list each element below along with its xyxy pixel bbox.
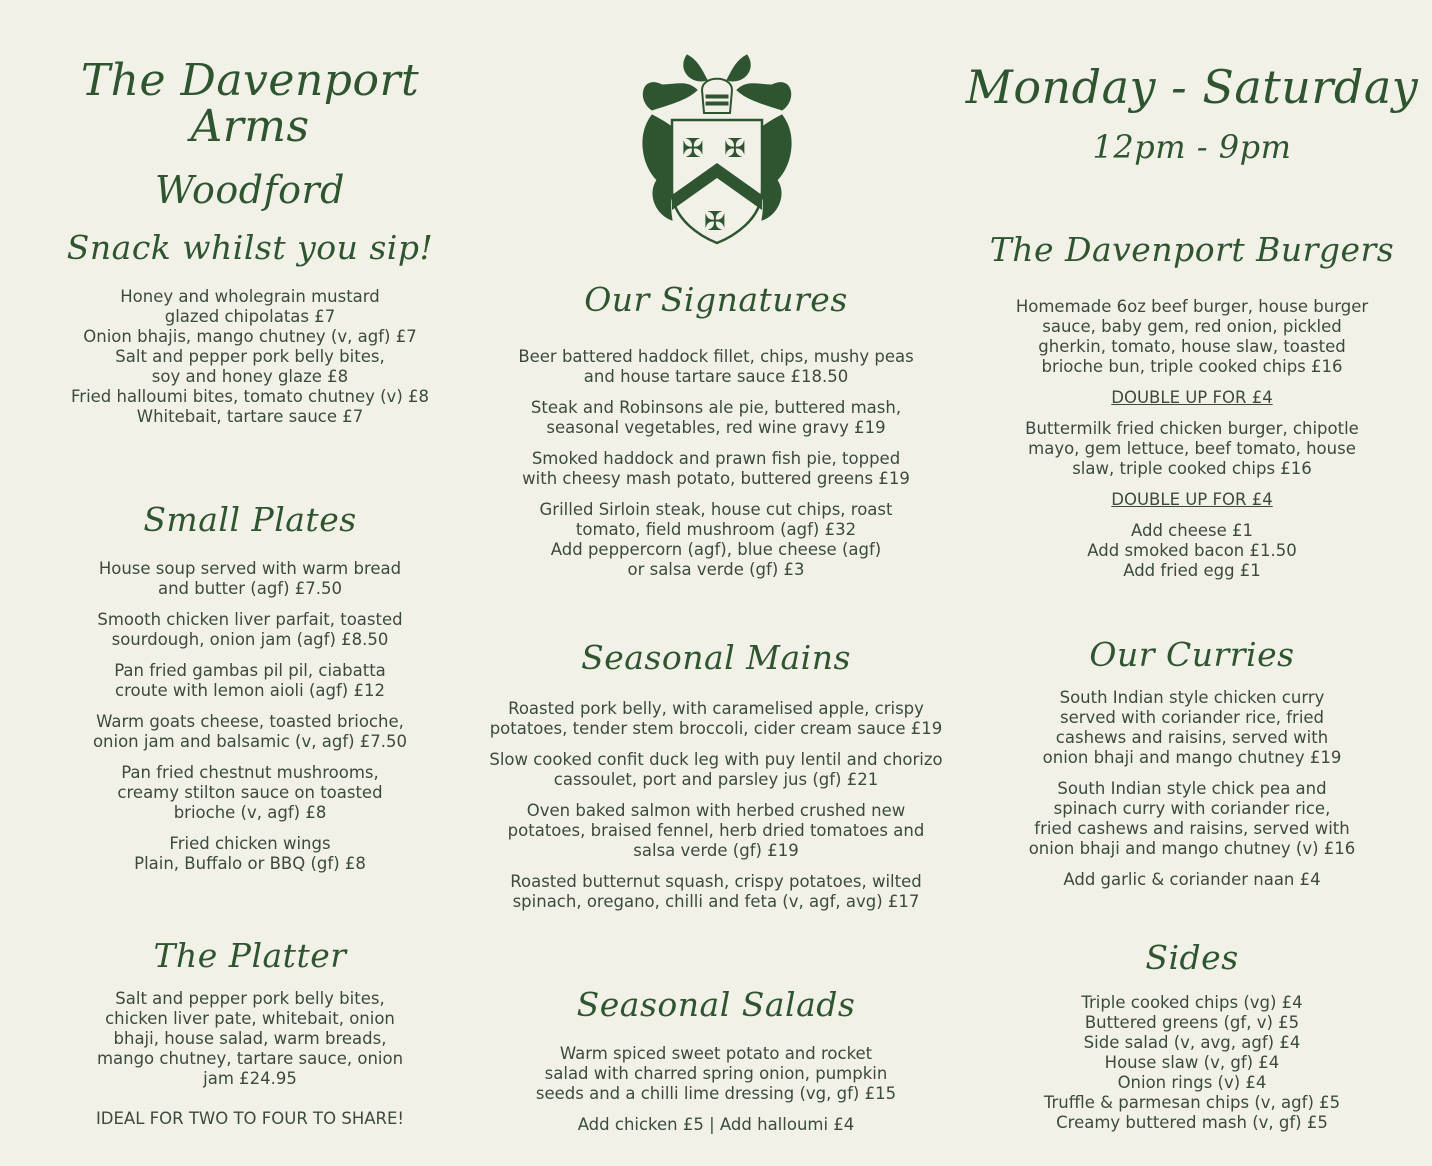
menu-line: Warm spiced sweet potato and rocket <box>559 1044 873 1063</box>
menu-item <box>962 779 1422 859</box>
menu-item <box>486 1044 946 1104</box>
venue-location: Woodford <box>155 168 345 213</box>
menu-line: chicken liver pate, whitebait, onion <box>105 1009 395 1028</box>
menu-item <box>20 834 480 874</box>
menu-item <box>962 870 1422 890</box>
menu-line: slaw, triple cooked chips £16 <box>1072 459 1312 478</box>
menu-item <box>486 801 946 861</box>
salads-heading: Seasonal Salads <box>576 985 856 1024</box>
menu-line: Oven baked salmon with herbed crushed new <box>526 801 906 820</box>
menu-item <box>486 872 946 912</box>
opening-days: Monday - Saturday <box>965 60 1419 114</box>
menu-line: seasonal vegetables, red wine gravy £19 <box>546 418 886 437</box>
menu-line: and butter (agf) £7.50 <box>157 579 343 598</box>
menu-line: Roasted pork belly, with caramelised apple, crispy <box>508 699 924 718</box>
small-plates-heading: Small Plates <box>143 500 357 539</box>
menu-line: bhaji, house salad, warm breads, <box>113 1029 387 1048</box>
double-up-note: DOUBLE UP FOR £4 <box>1111 490 1273 509</box>
signatures-heading: Our Signatures <box>584 280 848 319</box>
venue-header <box>20 55 480 213</box>
menu-line: Triple cooked chips (vg) £4 <box>1081 993 1303 1012</box>
menu-line: brioche bun, triple cooked chips £16 <box>1041 357 1343 376</box>
menu-line: Slow cooked confit duck leg with puy lentil and chorizo <box>489 750 943 769</box>
menu-line: Beer battered haddock fillet, chips, mushy peas <box>518 347 914 366</box>
menu-item <box>962 419 1422 479</box>
menu-line: spinach curry with coriander rice, <box>1053 799 1331 818</box>
burgers-section <box>962 230 1422 581</box>
menu-line: potatoes, tender stem broccoli, cider cream sauce £19 <box>489 719 943 738</box>
menu-line: onion jam and balsamic (v, agf) £7.50 <box>92 732 408 751</box>
opening-hours <box>962 60 1422 166</box>
snacks-section <box>20 228 480 427</box>
menu-item <box>20 559 480 599</box>
menu-line: Warm goats cheese, toasted brioche, <box>96 712 404 731</box>
menu-line: Steak and Robinsons ale pie, buttered mash, <box>530 398 902 417</box>
snacks-heading: Snack whilst you sip! <box>66 228 434 267</box>
menu-line: Buttered greens (gf, v) £5 <box>1084 1013 1300 1032</box>
menu-line: or salsa verde (gf) £3 <box>627 560 805 579</box>
svg-text:✠: ✠ <box>724 134 746 164</box>
platter-heading: The Platter <box>153 936 347 975</box>
menu-line: Grilled Sirloin steak, house cut chips, roast <box>539 500 893 519</box>
menu-line: Fried chicken wings <box>169 834 331 853</box>
menu-line: tomato, field mushroom (agf) £32 <box>575 520 857 539</box>
sides-heading: Sides <box>1145 938 1239 977</box>
menu-line: House slaw (v, gf) £4 <box>1104 1053 1280 1072</box>
menu-line: Creamy buttered mash (v, gf) £5 <box>1056 1113 1328 1132</box>
venue-name: The Davenport Arms <box>80 55 420 153</box>
menu-line: onion bhaji and mango chutney (v) £16 <box>1028 839 1356 858</box>
small-plates-section <box>20 500 480 874</box>
mains-heading: Seasonal Mains <box>581 638 851 677</box>
menu-line: Add fried egg £1 <box>1123 561 1261 580</box>
menu-item <box>486 500 946 580</box>
platter-note: IDEAL FOR TWO TO FOUR TO SHARE! <box>95 1109 405 1128</box>
burgers-heading: The Davenport Burgers <box>989 230 1395 269</box>
menu-line: Add peppercorn (agf), blue cheese (agf) <box>550 540 882 559</box>
menu-line: Fried halloumi bites, tomato chutney (v) £8 <box>71 387 429 406</box>
menu-line: Smooth chicken liver parfait, toasted <box>97 610 403 629</box>
menu-line: sourdough, onion jam (agf) £8.50 <box>111 630 389 649</box>
menu-item <box>20 610 480 650</box>
menu-line: Pan fried chestnut mushrooms, <box>121 763 379 782</box>
menu-item <box>486 1115 946 1135</box>
menu-item <box>962 297 1422 377</box>
menu-line: Plain, Buffalo or BBQ (gf) £8 <box>134 854 366 873</box>
sides-section <box>962 938 1422 1133</box>
menu-line: glazed chipolatas £7 <box>164 307 336 326</box>
menu-line: South Indian style chicken curry <box>1059 688 1325 707</box>
curries-section <box>962 635 1422 890</box>
menu-line: Buttermilk fried chicken burger, chipotle <box>1025 419 1359 438</box>
menu-item <box>20 763 480 823</box>
menu-line: Smoked haddock and prawn fish pie, topped <box>531 449 901 468</box>
coat-of-arms-icon <box>632 45 802 250</box>
menu-line: Salt and pepper pork belly bites, <box>115 989 385 1008</box>
menu-line: croute with lemon aioli (agf) £12 <box>115 681 385 700</box>
menu-line: Pan fried gambas pil pil, ciabatta <box>114 661 386 680</box>
menu-line: sauce, baby gem, red onion, pickled <box>1042 317 1342 336</box>
menu-line: fried cashews and raisins, served with <box>1034 819 1350 838</box>
opening-time: 12pm - 9pm <box>1092 128 1292 166</box>
menu-line: Add smoked bacon £1.50 <box>1087 541 1297 560</box>
salads-section <box>486 985 946 1135</box>
menu-line: creamy stilton sauce on toasted <box>117 783 383 802</box>
menu-line: and house tartare sauce £18.50 <box>583 367 849 386</box>
menu-line: Homemade 6oz beef burger, house burger <box>1015 297 1369 316</box>
menu-item <box>962 521 1422 581</box>
menu-item <box>486 750 946 790</box>
menu-line: Whitebait, tartare sauce £7 <box>136 407 364 426</box>
menu-line: jam £24.95 <box>203 1069 297 1088</box>
menu-line: Honey and wholegrain mustard <box>120 287 380 306</box>
menu-line: House soup served with warm bread <box>98 559 402 578</box>
signatures-section <box>486 280 946 580</box>
menu-line: spinach, oregano, chilli and feta (v, agf, avg) £17 <box>512 892 920 911</box>
menu-line: Roasted butternut squash, crispy potatoes, wilted <box>510 872 922 891</box>
menu-line: seeds and a chilli lime dressing (vg, gf) £15 <box>535 1084 897 1103</box>
mains-section <box>486 638 946 912</box>
menu-line: Salt and pepper pork belly bites, <box>115 347 385 366</box>
menu-item <box>962 688 1422 768</box>
menu-line: Onion rings (v) £4 <box>1117 1073 1267 1092</box>
menu-line: salad with charred spring onion, pumpkin <box>544 1064 888 1083</box>
menu-line: served with coriander rice, fried <box>1059 708 1325 727</box>
menu-line: Side salad (v, avg, agf) £4 <box>1083 1033 1301 1052</box>
menu-line: cashews and raisins, served with <box>1055 728 1329 747</box>
svg-text:✠: ✠ <box>704 207 726 237</box>
menu-item <box>486 398 946 438</box>
menu-line: Add garlic & coriander naan £4 <box>1063 870 1321 889</box>
menu-line: gherkin, tomato, house slaw, toasted <box>1038 337 1346 356</box>
menu-item <box>486 449 946 489</box>
menu-line: Onion bhajis, mango chutney (v, agf) £7 <box>83 327 417 346</box>
menu-line: soy and honey glaze £8 <box>151 367 349 386</box>
menu-line: brioche (v, agf) £8 <box>173 803 327 822</box>
menu-item <box>486 347 946 387</box>
menu-line: mango chutney, tartare sauce, onion <box>96 1049 404 1068</box>
curries-heading: Our Curries <box>1089 635 1295 674</box>
menu-line: mayo, gem lettuce, beef tomato, house <box>1028 439 1356 458</box>
svg-text:✠: ✠ <box>682 134 704 164</box>
menu-line: Add cheese £1 <box>1130 521 1253 540</box>
menu-item <box>20 712 480 752</box>
menu-line: South Indian style chick pea and <box>1057 779 1327 798</box>
platter-section <box>20 936 480 1129</box>
menu-line: with cheesy mash potato, buttered greens £19 <box>522 469 910 488</box>
double-up-note: DOUBLE UP FOR £4 <box>1111 388 1273 407</box>
menu-line: Truffle & parmesan chips (v, agf) £5 <box>1043 1093 1341 1112</box>
menu-line: onion bhaji and mango chutney £19 <box>1042 748 1342 767</box>
menu-item <box>20 661 480 701</box>
menu-item <box>486 699 946 739</box>
menu-line: Add chicken £5 | Add halloumi £4 <box>577 1115 855 1134</box>
menu-line: salsa verde (gf) £19 <box>633 841 799 860</box>
menu-line: potatoes, braised fennel, herb dried tomatoes and <box>507 821 925 840</box>
menu-line: cassoulet, port and parsley jus (gf) £21 <box>553 770 879 789</box>
